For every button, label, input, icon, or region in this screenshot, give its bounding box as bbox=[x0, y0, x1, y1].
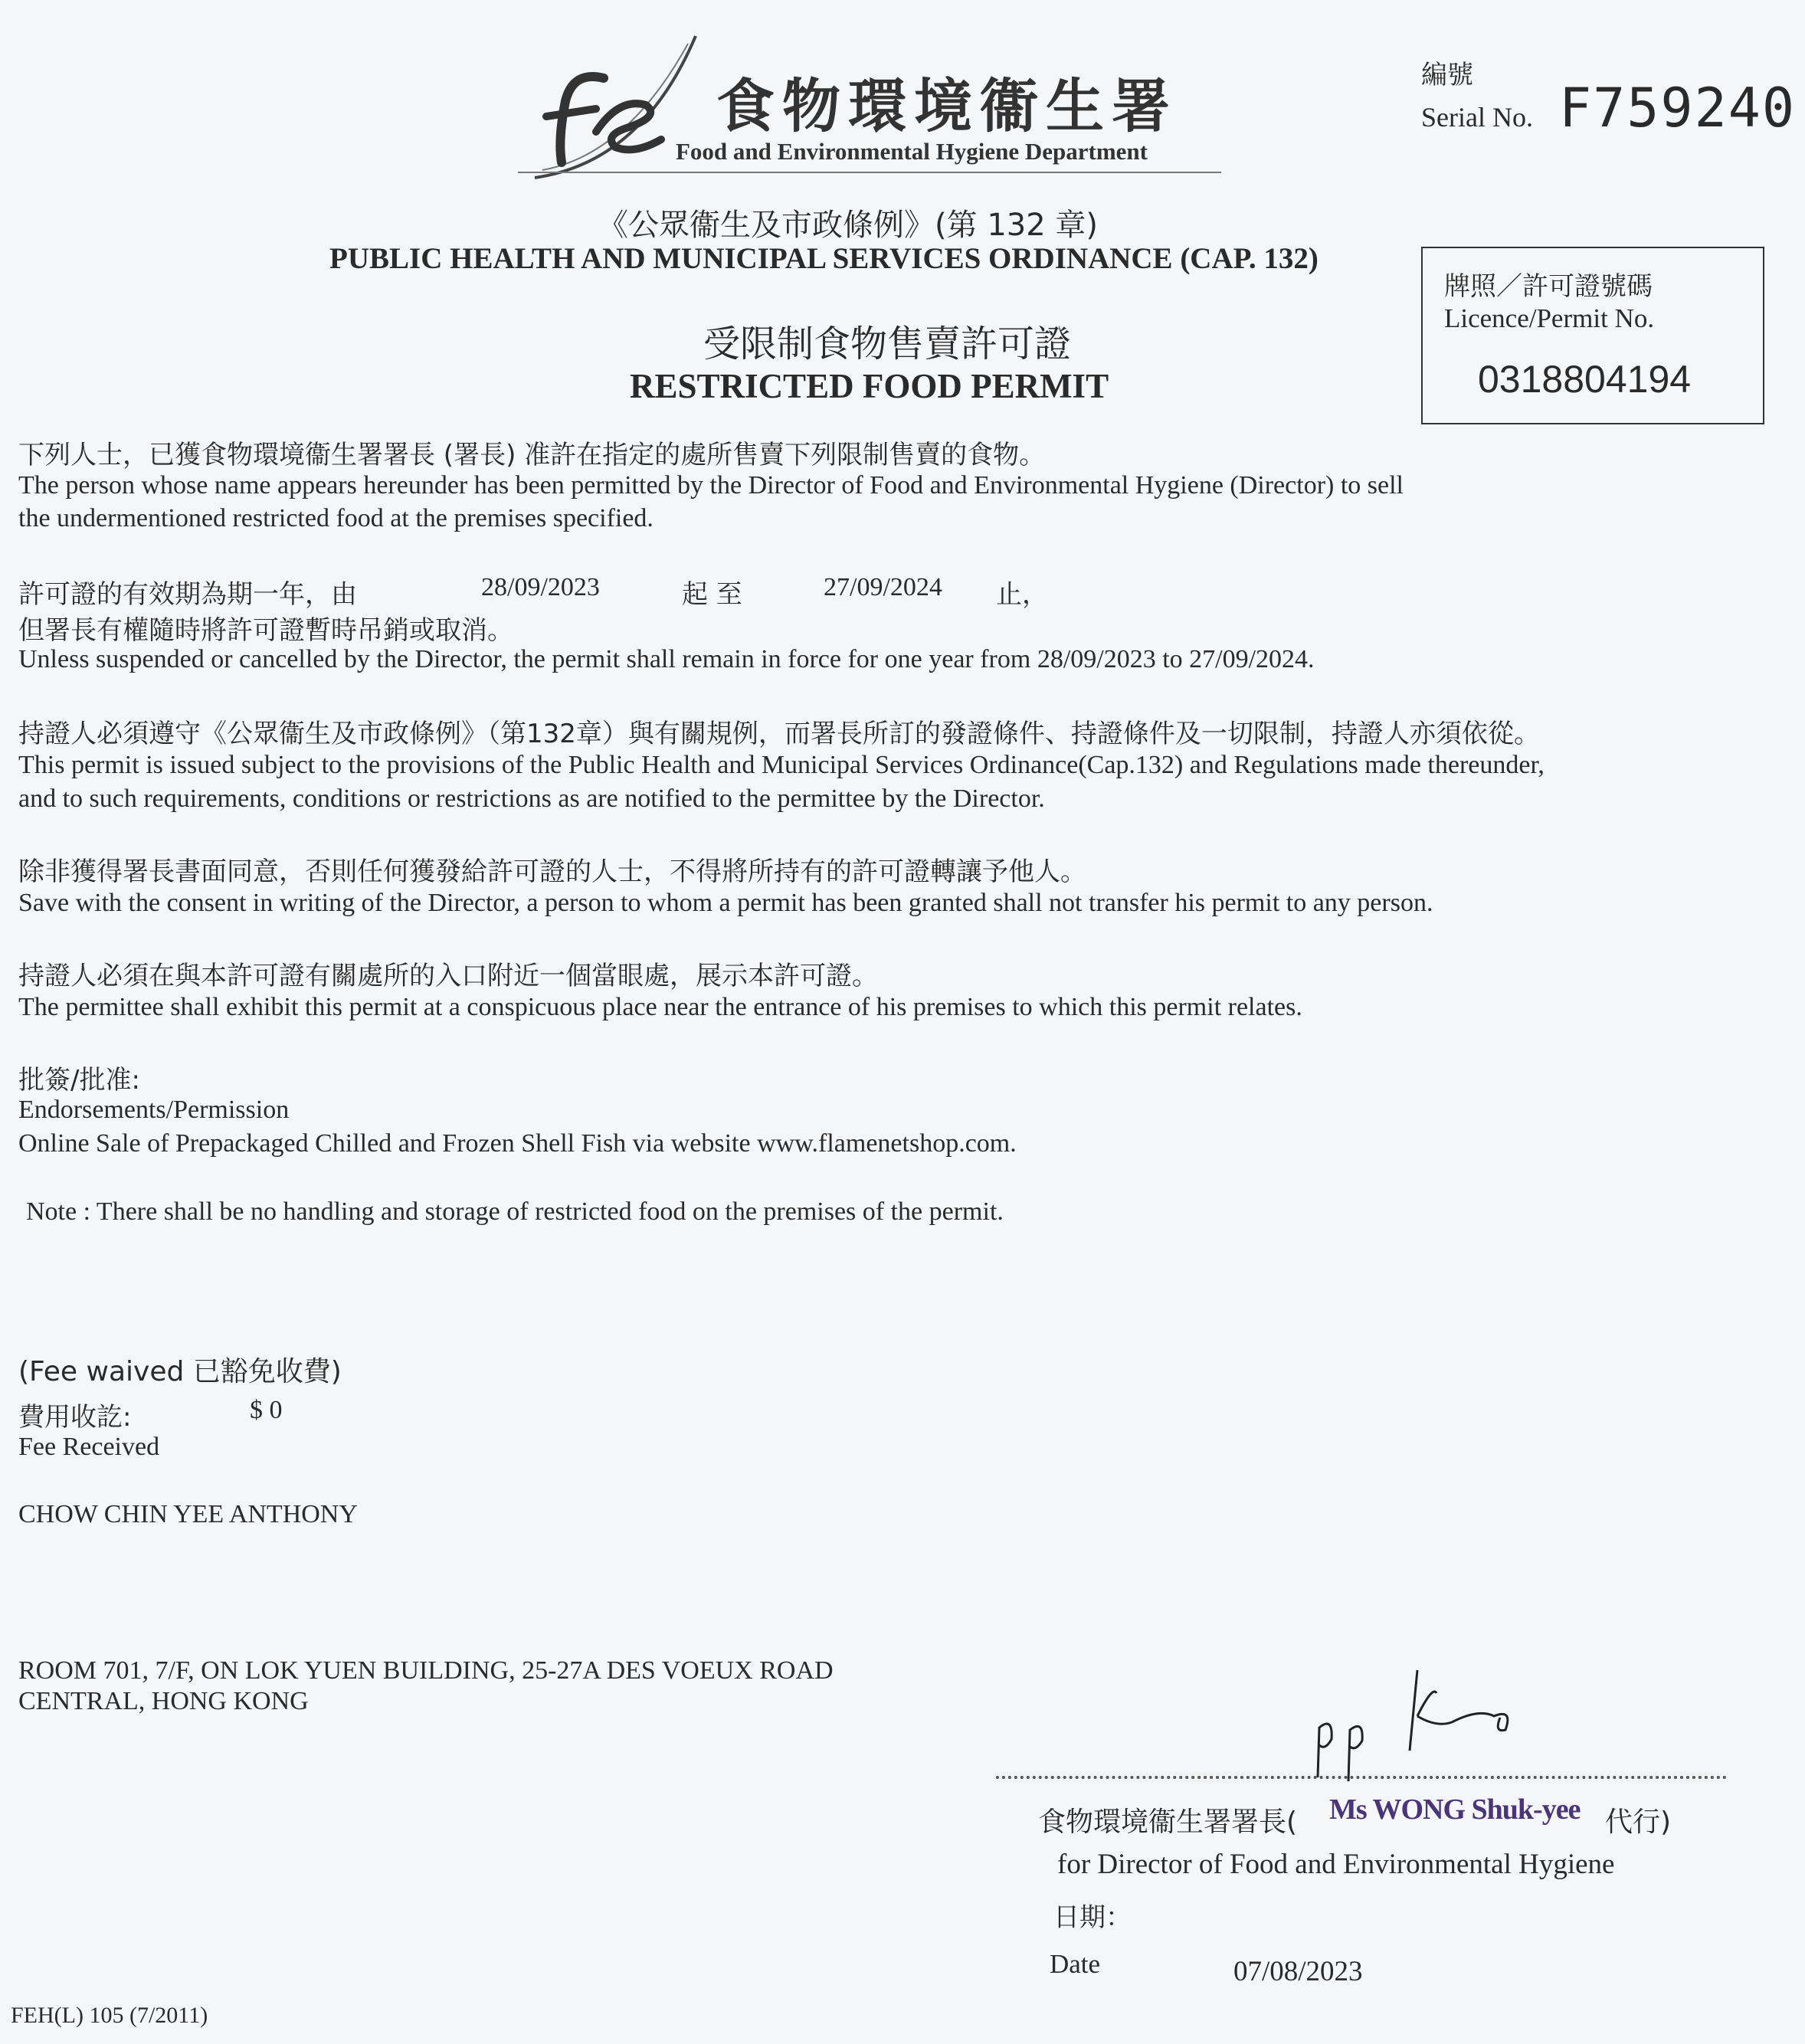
intro-chinese: 下列人士，已獲食物環境衞生署署長 (署長) 准許在指定的處所售賣下列限制售賣的食物。 bbox=[18, 440, 1046, 470]
permit-number-box bbox=[1421, 247, 1764, 424]
exhibit-english: The permittee shall exhibit this permit at a conspicuous place near the entrance of his premises to which this permit relates. bbox=[18, 993, 1302, 1021]
conditions-chinese: 持證人必須遵守《公眾衞生及市政條例》（第132章）與有關規例，而署長所訂的發證條件、持證條件及一切限制，持證人亦須依從。 bbox=[18, 719, 1540, 749]
permittee-name: CHOW CHIN YEE ANTHONY bbox=[18, 1500, 358, 1528]
signature-icon bbox=[1302, 1655, 1532, 1785]
transfer-chinese: 除非獲得署長書面同意，否則任何獲發給許可證的人士，不得將所持有的許可證轉讓予他人。 bbox=[18, 857, 1086, 887]
director-label: for Director of Food and Environmental Hygiene bbox=[1057, 1849, 1615, 1880]
serial-label: Serial No. bbox=[1421, 102, 1533, 133]
endorsements-label: Endorsements/Permission bbox=[18, 1096, 290, 1124]
validity-chinese-prefix: 許可證的有效期為期一年，由 bbox=[18, 579, 357, 610]
serial-label-chinese: 編號 bbox=[1421, 60, 1473, 90]
director-name-stamp: Ms WONG Shuk-yee bbox=[1329, 1793, 1581, 1826]
validity-chinese-suffix: 止， bbox=[996, 579, 1048, 610]
conditions-english-line1: This permit is issued subject to the provisions of the Public Health and Municipal Services Ordinance(Cap.132) and Regulations made thereunder, bbox=[18, 751, 1545, 779]
director-label-chinese: 食物環境衞生署署長( bbox=[1038, 1807, 1298, 1838]
permit-title-english: RESTRICTED FOOD PERMIT bbox=[630, 367, 1109, 405]
department-name-chinese: 食物環境衞生署 bbox=[716, 72, 1178, 140]
endorsements-text: Online Sale of Prepackaged Chilled and Frozen Shell Fish via website www.flamenetshop.com. bbox=[18, 1129, 1017, 1158]
transfer-english: Save with the consent in writing of the Director, a person to whom a permit has been granted shall not transfer his permit to any person. bbox=[18, 889, 1433, 917]
date-label: Date bbox=[1050, 1949, 1101, 1979]
permit-number: 0318804194 bbox=[1478, 358, 1692, 401]
validity-from-date: 28/09/2023 bbox=[481, 573, 600, 601]
form-code: FEH(L) 105 (7/2011) bbox=[11, 2003, 208, 2028]
permit-number-label: Licence/Permit No. bbox=[1444, 303, 1655, 333]
permittee-address-line2: CENTRAL, HONG KONG bbox=[18, 1687, 309, 1715]
permittee-address-line1: ROOM 701, 7/F, ON LOK YUEN BUILDING, 25-27A DES VOEUX ROAD bbox=[18, 1656, 834, 1685]
endorsements-label-chinese: 批簽/批准: bbox=[18, 1065, 140, 1096]
fee-received-label: Fee Received bbox=[18, 1433, 160, 1461]
intro-english-line1: The person whose name appears hereunder has been permitted by the Director of Food and Environmental Hygiene (Director) to sell bbox=[18, 471, 1404, 500]
ordinance-title-chinese: 《公眾衞生及市政條例》(第 132 章) bbox=[598, 208, 1098, 243]
director-label-chinese-suffix: 代行) bbox=[1605, 1807, 1672, 1838]
ordinance-title-english: PUBLIC HEALTH AND MUNICIPAL SERVICES ORDINANCE (CAP. 132) bbox=[329, 242, 1319, 275]
permit-number-label-chinese: 牌照／許可證號碼 bbox=[1444, 271, 1653, 302]
intro-english-line2: the undermentioned restricted food at the premises specified. bbox=[18, 504, 654, 532]
validity-to-date: 27/09/2024 bbox=[824, 573, 942, 601]
header-divider bbox=[518, 172, 1221, 173]
validity-chinese-line2: 但署長有權隨時將許可證暫時吊銷或取消。 bbox=[18, 615, 513, 646]
exhibit-chinese: 持證人必須在與本許可證有關處所的入口附近一個當眼處，展示本許可證。 bbox=[18, 961, 878, 991]
department-name-english: Food and Environmental Hygiene Department bbox=[676, 138, 1148, 165]
fee-waived: (Fee waived 已豁免收費) bbox=[18, 1356, 342, 1387]
serial-number: F759240 bbox=[1559, 77, 1797, 139]
validity-english: Unless suspended or cancelled by the Director, the permit shall remain in force for one year from 28/09/2023 to 27/09/2024. bbox=[18, 645, 1315, 673]
date-label-chinese: 日期： bbox=[1053, 1902, 1132, 1933]
conditions-english-line2: and to such requirements, conditions or restrictions as are notified to the permittee by the Director. bbox=[18, 785, 1045, 813]
note-text: Note : There shall be no handling and storage of restricted food on the premises of the permit. bbox=[26, 1197, 1004, 1226]
fee-amount: $ 0 bbox=[250, 1396, 283, 1424]
fee-received-label-chinese: 費用收訖: bbox=[18, 1402, 132, 1433]
date-value: 07/08/2023 bbox=[1233, 1956, 1363, 1987]
fehd-logo-icon bbox=[512, 32, 703, 185]
signature-line bbox=[996, 1776, 1727, 1779]
permit-title-chinese: 受限制食物售賣許可證 bbox=[703, 323, 1072, 365]
validity-chinese-to: 起 至 bbox=[682, 579, 742, 610]
